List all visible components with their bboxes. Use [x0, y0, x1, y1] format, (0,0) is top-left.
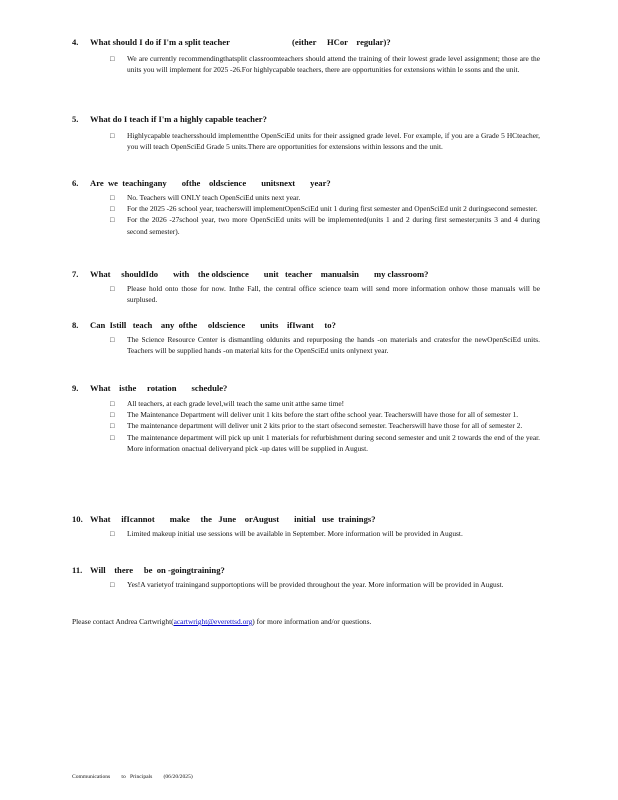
bullet-marker-icon: □	[110, 204, 115, 214]
bullet-marker-icon: □	[110, 335, 115, 344]
page-footer: Communications to Principals (06/20/2025)	[72, 774, 193, 780]
bullet-marker-icon: □	[110, 131, 115, 140]
bullet-marker-icon: □	[110, 284, 115, 293]
question-8	[72, 320, 540, 356]
answer-bullet: □ Limited makeup initial use sessions will be available in September. More information will be provided in August.	[110, 529, 463, 538]
question-10	[72, 514, 540, 539]
answer-bullet: □ The Maintenance Department will deliver unit 1 kits before the start ofthe school year. Teacherswill have those for all of semester 1.	[110, 410, 519, 420]
contact-paragraph	[72, 616, 522, 627]
answer-bullet: □ Highlycapable teachersshould implementthe OpenSciEd units for their assigned grade level. For example, if you are a Grade 5 HCteacher, you will teach OpenSciEd Grade 5 units.There are opportunities for extensions within lessons and the unit.	[110, 131, 540, 152]
contact-email-link[interactable]: acartwright@everettsd.org	[173, 617, 253, 626]
question-4	[72, 37, 540, 75]
bullet-marker-icon: □	[110, 421, 115, 431]
answer-bullet: □ Please hold onto those for now. Inthe Fall, the central office science team will send more information onhow those manuals will be surplused.	[110, 284, 540, 305]
bullet-marker-icon: □	[110, 432, 115, 442]
answer-bullet: □ The maintenance department will deliver unit 2 kits prior to the start ofsecond semester. Teacherswill have those for all of semester 2.	[110, 421, 523, 431]
question-heading: 4. What should I do if I'm a split teacher (either HCor regular)?	[72, 37, 391, 47]
answer-bullet: □ Yes!A varietyof trainingand supportoptions will be provided throughout the year. More information will be provided in August.	[110, 580, 504, 589]
question-heading: 6. Are we teachingany ofthe oldscience unitsnext year?	[72, 178, 331, 188]
question-7	[72, 269, 540, 305]
bullet-marker-icon: □	[110, 193, 115, 202]
question-heading: 9. What isthe rotation schedule?	[72, 383, 228, 393]
answer-bullet: □ We are currently recommendingthatsplit classroomteachers should attend the training of their lowest grade level assignment; those are the units you will implement for 2025 -26.For highlycapable teachers, there are opportunities for extensions within le ssons and the unit.	[110, 54, 540, 75]
answer-bullet: □ For the 2025 -26 school year, teacherswill implementOpenSciEd unit 1 during first semester and OpenSciEd unit 2 duringsecond semester.	[110, 204, 538, 214]
bullet-marker-icon: □	[110, 399, 115, 408]
answer-bullet: □ For the 2026 -27school year, two more OpenSciEd units will be implemented(units 1 and 2 during first semester;units 3 and 4 during second semester).	[110, 215, 540, 236]
question-11	[72, 565, 540, 590]
contact-prefix: Please contact Andrea Cartwright(	[72, 617, 174, 626]
bullet-marker-icon: □	[110, 580, 115, 589]
question-heading: 11. Will there be on -goingtraining?	[72, 565, 225, 575]
bullet-marker-icon: □	[110, 54, 115, 63]
question-9	[72, 383, 540, 454]
bullet-marker-icon: □	[110, 215, 115, 225]
question-heading: 5. What do I teach if I'm a highly capable teacher?	[72, 114, 267, 124]
question-5	[72, 114, 540, 152]
bullet-marker-icon: □	[110, 529, 115, 538]
answer-bullet: □ The maintenance department will pick up unit 1 materials for refurbishment during second semester and unit 2 towards the end of the year. More information onactual deliveryand pick -up dates will be supplied in August.	[110, 432, 540, 453]
question-heading: 8. Can Istill teach any ofthe oldscience units ifIwant to?	[72, 320, 336, 330]
question-heading: 10. What ifIcannot make the June orAugust initial use trainings?	[72, 514, 376, 524]
answer-bullet: □ The Science Resource Center is dismantling oldunits and repurposing the hands -on materials and cratesfor the newOpenSciEd units. Teachers will be supplied hands -on material kits for the OpenSciEd units onlynext year.	[110, 335, 540, 356]
contact-suffix: ) for more information and/or questions.	[252, 617, 372, 626]
question-6	[72, 178, 540, 237]
question-heading: 7. What shouldIdo with the oldscience unit teacher manualsin my classroom?	[72, 269, 429, 279]
answer-bullet: □ No. Teachers will ONLY teach OpenSciEd units next year.	[110, 193, 301, 202]
answer-bullet: □ All teachers, at each grade level,will teach the same unit atthe same time!	[110, 399, 345, 408]
bullet-marker-icon: □	[110, 410, 115, 420]
